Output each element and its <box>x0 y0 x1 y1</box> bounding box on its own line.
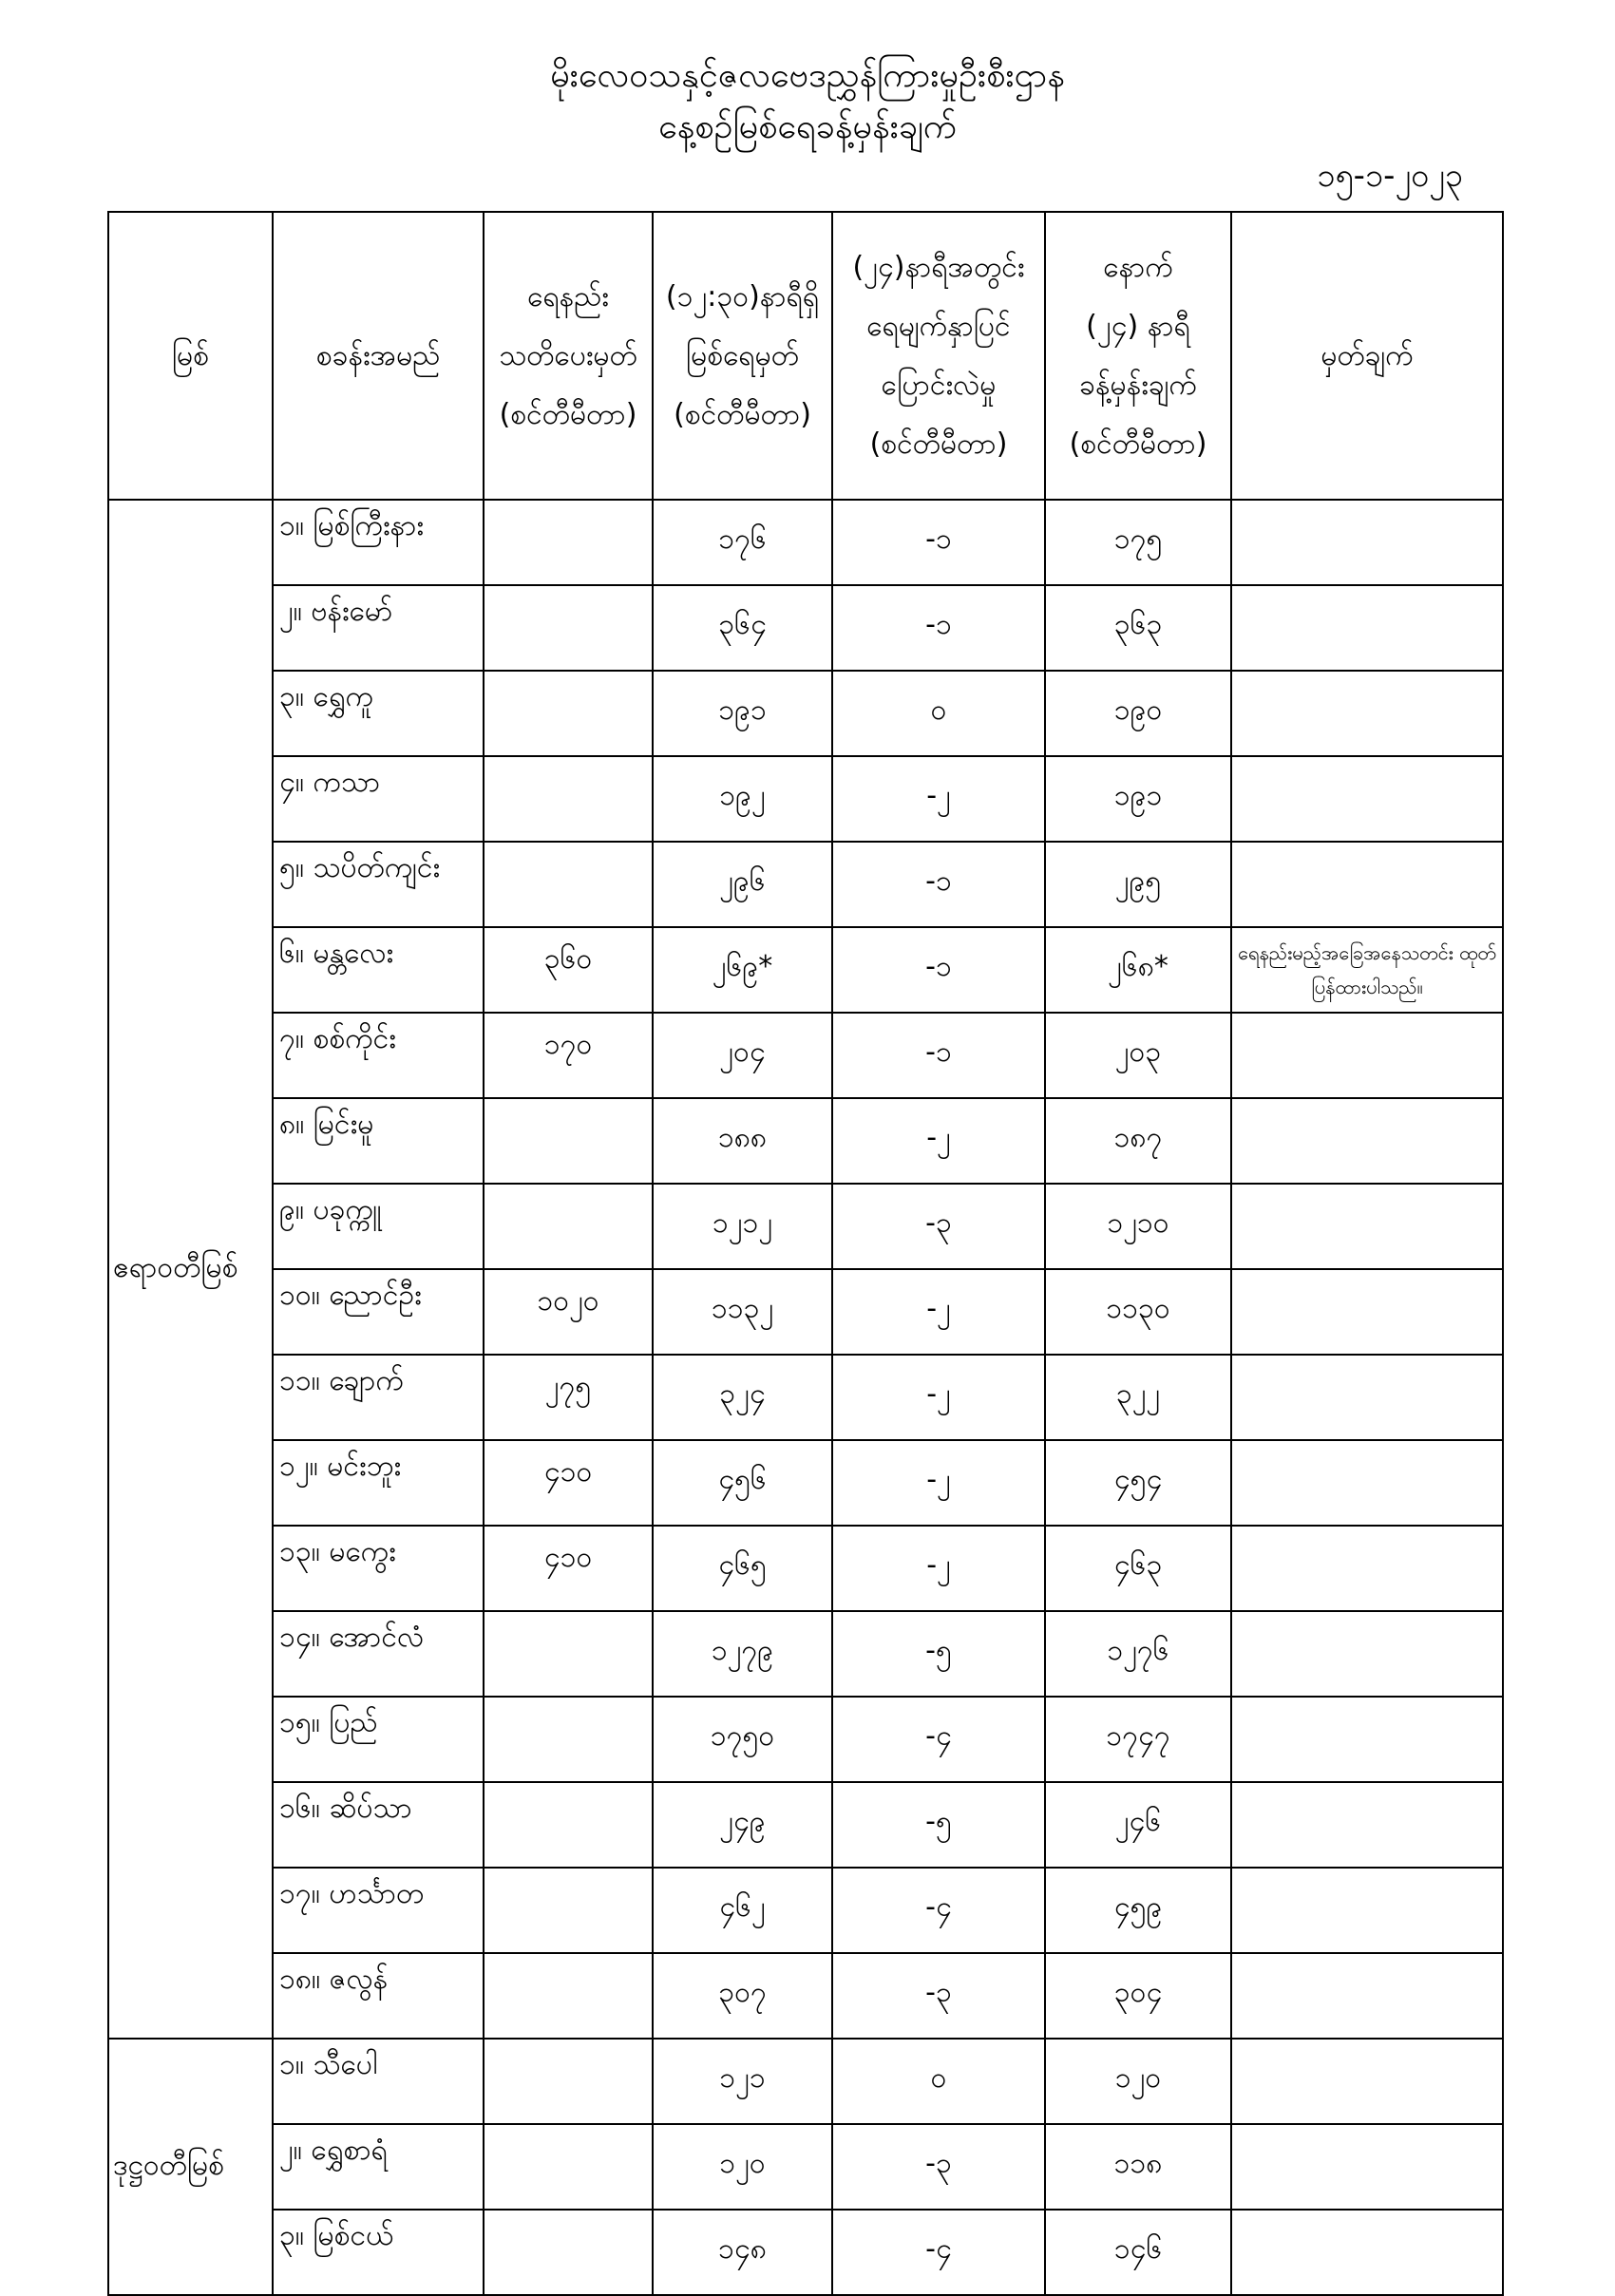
header-line: (၂၄) နာရီ <box>1086 309 1190 343</box>
warning-level-cell: ၂၇၅ <box>484 1355 653 1440</box>
warning-level-cell <box>484 2210 653 2295</box>
forecast-level-cell: ၁၈၇ <box>1045 1098 1231 1184</box>
level-change-cell: -၅ <box>832 1611 1045 1697</box>
station-name-cell: ၁၄။ အောင်လံ <box>273 1611 484 1697</box>
page-title: မိုးလေဝသနှင့်ဇလဗေဒညွှန်ကြားမှုဦးစီးဌာန <box>550 56 1065 95</box>
water-level-cell: ၃၂၄ <box>653 1355 832 1440</box>
water-level-cell: ၁၉၂ <box>653 756 832 842</box>
water-level-cell: ၁၉၁ <box>653 671 832 756</box>
column-header-remarks <box>1231 212 1503 500</box>
table-row <box>108 1526 1503 1611</box>
forecast-level-cell: ၂၉၅ <box>1045 842 1231 927</box>
warning-level-cell: ၁၀၂၀ <box>484 1269 653 1355</box>
forecast-level-cell: ၃၂၂ <box>1045 1355 1231 1440</box>
station-name-cell: ၁၀။ ညောင်ဦး <box>273 1269 484 1355</box>
table-row <box>108 2124 1503 2210</box>
table-row <box>108 1013 1503 1098</box>
table-row <box>108 2210 1503 2295</box>
station-name-cell: ၈။ မြင်းမူ <box>273 1098 484 1184</box>
table-row <box>108 1697 1503 1782</box>
level-change-cell: -၂ <box>832 1098 1045 1184</box>
warning-level-cell <box>484 585 653 671</box>
level-change-cell: -၂ <box>832 1440 1045 1526</box>
table-row <box>108 1782 1503 1868</box>
forecast-level-cell: ၃၀၄ <box>1045 1953 1231 2039</box>
station-name-cell: ၆။ မန္တလေး <box>273 927 484 1013</box>
water-level-cell: ၄၆၂ <box>653 1868 832 1953</box>
forecast-level-cell: ၁၂၁၀ <box>1045 1184 1231 1269</box>
remarks-cell <box>1231 1868 1503 1953</box>
station-name-cell: ၁၁။ ချောက် <box>273 1355 484 1440</box>
header-line: မှတ်ချက် <box>1320 338 1414 372</box>
water-level-cell: ၃၆၄ <box>653 585 832 671</box>
header-line: သတိပေးမှတ် <box>499 338 637 372</box>
remarks-cell <box>1231 1697 1503 1782</box>
water-level-cell: ၃၀၇ <box>653 1953 832 2039</box>
table-row <box>108 2039 1503 2124</box>
forecast-level-cell: ၂၄၆ <box>1045 1782 1231 1868</box>
table-row <box>108 1611 1503 1697</box>
column-header-river <box>108 212 273 500</box>
remarks-cell <box>1231 1782 1503 1868</box>
warning-level-cell <box>484 1184 653 1269</box>
level-change-cell: -၁ <box>832 585 1045 671</box>
station-name-cell: ၁၅။ ပြည် <box>273 1697 484 1782</box>
station-name-cell: ၄။ ကသာ <box>273 756 484 842</box>
remarks-cell <box>1231 2124 1503 2210</box>
water-level-cell: ၁၈၈ <box>653 1098 832 1184</box>
remarks-cell <box>1231 500 1503 585</box>
table-row <box>108 671 1503 756</box>
table-row <box>108 1355 1503 1440</box>
table-row <box>108 927 1503 1013</box>
station-name-cell: ၁၆။ ဆိပ်သာ <box>273 1782 484 1868</box>
station-name-cell: ၃။ မြစ်ငယ် <box>273 2210 484 2295</box>
warning-level-cell <box>484 500 653 585</box>
forecast-level-cell: ၂၀၃ <box>1045 1013 1231 1098</box>
column-header-warning-level <box>484 212 653 500</box>
table-row <box>108 1184 1503 1269</box>
header-line: (စင်တီမီတာ) <box>674 397 811 431</box>
forecast-level-cell: ၁၂၀ <box>1045 2039 1231 2124</box>
river-name-cell: ဒုဋ္ဌဝတီမြစ် <box>108 2039 273 2295</box>
warning-level-cell <box>484 671 653 756</box>
station-name-cell: ၃။ ရွှေကူ <box>273 671 484 756</box>
remarks-cell <box>1231 1013 1503 1098</box>
water-level-cell: ၂၄၉ <box>653 1782 832 1868</box>
level-change-cell: -၂ <box>832 1269 1045 1355</box>
water-level-cell: ၄၆၅ <box>653 1526 832 1611</box>
table-row <box>108 1953 1503 2039</box>
remarks-cell <box>1231 1440 1503 1526</box>
warning-level-cell <box>484 1782 653 1868</box>
level-change-cell: ၀ <box>832 2039 1045 2124</box>
warning-level-cell <box>484 2039 653 2124</box>
forecast-level-cell: ၃၆၃ <box>1045 585 1231 671</box>
water-level-cell: ၁၂၇၉ <box>653 1611 832 1697</box>
water-level-cell: ၂၉၆ <box>653 842 832 927</box>
level-change-cell: -၅ <box>832 1782 1045 1868</box>
header-line: (၂၄)နာရီအတွင်း <box>852 250 1025 284</box>
header-line: ရေနည်း <box>527 279 609 313</box>
level-change-cell: -၁ <box>832 500 1045 585</box>
table-row <box>108 842 1503 927</box>
header-line: မြစ်ရေမှတ် <box>686 338 799 372</box>
page-subtitle: နေ့စဉ်မြစ်ရေခန့်မှန်းချက် <box>658 107 957 146</box>
level-change-cell: -၂ <box>832 1526 1045 1611</box>
table-header-row <box>108 212 1503 500</box>
warning-level-cell <box>484 1098 653 1184</box>
forecast-level-cell: ၁၇၄၇ <box>1045 1697 1231 1782</box>
warning-level-cell <box>484 842 653 927</box>
level-change-cell: -၂ <box>832 756 1045 842</box>
column-header-station <box>273 212 484 500</box>
report-date: ၁၅-၁-၂၀၂၃ <box>1317 157 1463 195</box>
header-line: မြစ် <box>171 338 210 372</box>
table-row <box>108 1269 1503 1355</box>
river-name-cell: ဧရာဝတီမြစ် <box>108 500 273 2039</box>
river-level-table <box>107 211 1504 2296</box>
level-change-cell: -၁ <box>832 842 1045 927</box>
table-row <box>108 585 1503 671</box>
level-change-cell: -၃ <box>832 1184 1045 1269</box>
warning-level-cell <box>484 1953 653 2039</box>
forecast-level-cell: ၄၅၄ <box>1045 1440 1231 1526</box>
table-row <box>108 500 1503 585</box>
water-level-cell: ၂၆၉* <box>653 927 832 1013</box>
water-level-cell: ၁၁၃၂ <box>653 1269 832 1355</box>
level-change-cell: -၄ <box>832 2210 1045 2295</box>
level-change-cell: -၄ <box>832 1697 1045 1782</box>
water-level-cell: ၁၇၆ <box>653 500 832 585</box>
header-line: နောက် <box>1103 250 1173 284</box>
header-line: စခန်းအမည် <box>315 338 441 372</box>
table-row <box>108 756 1503 842</box>
remarks-cell: ရေနည်းမည့်အခြေအနေသတင်း ထုတ်ပြန်ထားပါသည်။ <box>1231 927 1503 1013</box>
remarks-cell <box>1231 585 1503 671</box>
forecast-level-cell: ၁၁၃၀ <box>1045 1269 1231 1355</box>
water-level-cell: ၁၇၅၀ <box>653 1697 832 1782</box>
station-name-cell: ၂။ ရွှေစာရံ <box>273 2124 484 2210</box>
forecast-level-cell: ၄၅၉ <box>1045 1868 1231 1953</box>
remarks-cell <box>1231 1611 1503 1697</box>
level-change-cell: -၃ <box>832 2124 1045 2210</box>
remarks-cell <box>1231 1526 1503 1611</box>
warning-level-cell <box>484 1611 653 1697</box>
station-name-cell: ၉။ ပခုက္ကူ <box>273 1184 484 1269</box>
forecast-level-cell: ၁၂၇၆ <box>1045 1611 1231 1697</box>
remarks-cell <box>1231 842 1503 927</box>
remarks-cell <box>1231 1269 1503 1355</box>
remarks-cell <box>1231 2210 1503 2295</box>
warning-level-cell <box>484 1868 653 1953</box>
forecast-level-cell: ၁၉၁ <box>1045 756 1231 842</box>
water-level-cell: ၄၅၆ <box>653 1440 832 1526</box>
header-line: (စင်တီမီတာ) <box>499 397 637 431</box>
column-header-24h-change <box>832 212 1045 500</box>
remarks-cell <box>1231 671 1503 756</box>
column-header-current-level <box>653 212 832 500</box>
warning-level-cell <box>484 1697 653 1782</box>
table-body <box>108 500 1503 2295</box>
water-level-cell: ၁၄၈ <box>653 2210 832 2295</box>
remarks-cell <box>1231 1184 1503 1269</box>
level-change-cell: -၁ <box>832 927 1045 1013</box>
column-header-forecast <box>1045 212 1231 500</box>
station-name-cell: ၅။ သပိတ်ကျင်း <box>273 842 484 927</box>
warning-level-cell: ၄၁၀ <box>484 1440 653 1526</box>
header-line: (၁၂:၃၀)နာရီရှိ <box>665 279 820 313</box>
station-name-cell: ၂။ ဗန်းမော် <box>273 585 484 671</box>
level-change-cell: -၂ <box>832 1355 1045 1440</box>
warning-level-cell: ၄၁၀ <box>484 1526 653 1611</box>
remarks-cell <box>1231 1098 1503 1184</box>
station-name-cell: ၁၂။ မင်းဘူး <box>273 1440 484 1526</box>
table-row <box>108 1440 1503 1526</box>
water-level-cell: ၁၂၁၂ <box>653 1184 832 1269</box>
remarks-cell <box>1231 2039 1503 2124</box>
level-change-cell: -၄ <box>832 1868 1045 1953</box>
forecast-level-cell: ၂၆၈* <box>1045 927 1231 1013</box>
level-change-cell: ၀ <box>832 671 1045 756</box>
water-level-cell: ၂၀၄ <box>653 1013 832 1098</box>
forecast-level-cell: ၄၆၃ <box>1045 1526 1231 1611</box>
header-line: (စင်တီမီတာ) <box>1069 427 1207 461</box>
station-name-cell: ၁၇။ ဟင်္သာတ <box>273 1868 484 1953</box>
station-name-cell: ၁၈။ ဇလွန် <box>273 1953 484 2039</box>
warning-level-cell <box>484 756 653 842</box>
remarks-cell <box>1231 1953 1503 2039</box>
header-line: (စင်တီမီတာ) <box>869 427 1008 461</box>
station-name-cell: ၁။ သီပေါ <box>273 2039 484 2124</box>
level-change-cell: -၁ <box>832 1013 1045 1098</box>
forecast-level-cell: ၁၇၅ <box>1045 500 1231 585</box>
warning-level-cell: ၁၇၀ <box>484 1013 653 1098</box>
level-change-cell: -၃ <box>832 1953 1045 2039</box>
warning-level-cell: ၃၆၀ <box>484 927 653 1013</box>
water-level-cell: ၁၂၀ <box>653 2124 832 2210</box>
remarks-cell <box>1231 756 1503 842</box>
station-name-cell: ၇။ စစ်ကိုင်း <box>273 1013 484 1098</box>
water-level-cell: ၁၂၁ <box>653 2039 832 2124</box>
forecast-level-cell: ၁၉၀ <box>1045 671 1231 756</box>
header-line: ပြောင်းလဲမှု <box>881 368 997 402</box>
header-line: ရေမျက်နှာပြင် <box>866 309 1011 343</box>
table-row <box>108 1098 1503 1184</box>
station-name-cell: ၁။ မြစ်ကြီးနား <box>273 500 484 585</box>
header-line: ခန့်မှန်းချက် <box>1079 368 1197 402</box>
table-row <box>108 1868 1503 1953</box>
forecast-level-cell: ၁၁၈ <box>1045 2124 1231 2210</box>
station-name-cell: ၁၃။ မကွေး <box>273 1526 484 1611</box>
forecast-level-cell: ၁၄၆ <box>1045 2210 1231 2295</box>
warning-level-cell <box>484 2124 653 2210</box>
remarks-cell <box>1231 1355 1503 1440</box>
